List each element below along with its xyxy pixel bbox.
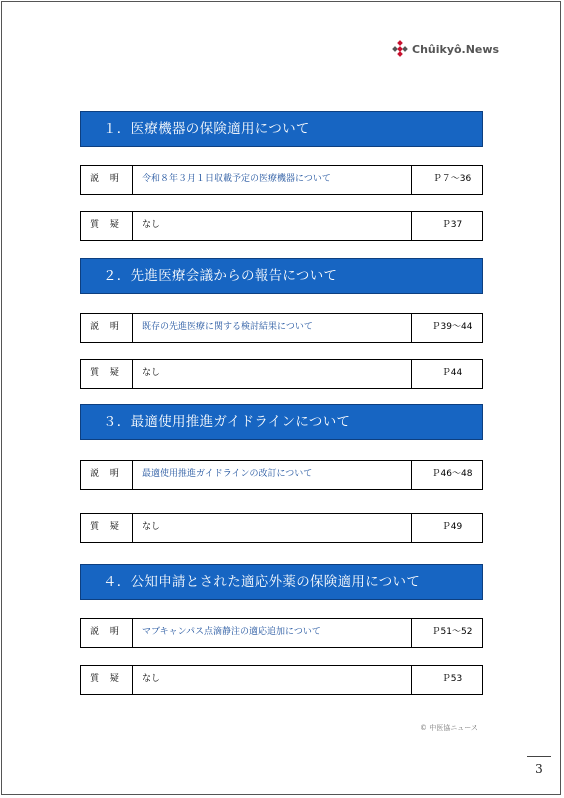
question-label: 質 疑 <box>81 360 133 388</box>
explain-row-2 <box>80 313 483 343</box>
page-ref: Ｐ53 <box>441 674 463 684</box>
question-text: なし <box>133 666 412 694</box>
explain-label: 説 明 <box>81 461 133 489</box>
question-text: なし <box>133 514 412 542</box>
question-row-3 <box>80 513 483 543</box>
question-row-4 <box>80 665 483 695</box>
explain-label: 説 明 <box>81 314 133 342</box>
question-row-1 <box>80 211 483 241</box>
section-header-4: ４．公知申請とされた適応外薬の保険適用について <box>80 564 483 600</box>
page-ref: Ｐ46～48 <box>431 469 473 479</box>
page-ref: Ｐ39～44 <box>431 322 473 332</box>
explain-row-3 <box>80 460 483 490</box>
question-label: 質 疑 <box>81 666 133 694</box>
explain-row-4 <box>80 618 483 648</box>
page-ref: Ｐ７～36 <box>432 174 472 184</box>
page-ref: Ｐ51～52 <box>431 627 473 637</box>
question-text: なし <box>133 212 412 240</box>
page-number: 3 <box>535 762 543 776</box>
copyright-text: © 中医協ニュース <box>420 724 478 732</box>
explain-text[interactable]: 既存の先進医療に関する検討結果について <box>133 314 412 342</box>
page-number-rule <box>527 756 551 757</box>
page-ref: Ｐ37 <box>441 220 463 230</box>
page-ref: Ｐ49 <box>441 522 463 532</box>
section-header-3: ３．最適使用推進ガイドラインについて <box>80 404 483 440</box>
question-row-2 <box>80 359 483 389</box>
explain-text[interactable]: 令和８年３月１日収載予定の医療機器について <box>133 166 412 194</box>
explain-label: 説 明 <box>81 619 133 647</box>
explain-row-1 <box>80 165 483 195</box>
section-header-1: １．医療機器の保険適用について <box>80 111 483 147</box>
explain-text[interactable]: 最適使用推進ガイドラインの改訂について <box>133 461 412 489</box>
logo-text: Chûikyô.News <box>412 42 500 56</box>
section-header-2: ２．先進医療会議からの報告について <box>80 258 483 294</box>
page-ref: Ｐ44 <box>441 368 463 378</box>
explain-text[interactable]: マブキャンパス点滴静注の適応追加について <box>133 619 412 647</box>
explain-label: 説 明 <box>81 166 133 194</box>
logo-mark-icon <box>391 40 409 58</box>
question-text: なし <box>133 360 412 388</box>
question-label: 質 疑 <box>81 212 133 240</box>
question-label: 質 疑 <box>81 514 133 542</box>
brand-logo <box>391 40 499 58</box>
